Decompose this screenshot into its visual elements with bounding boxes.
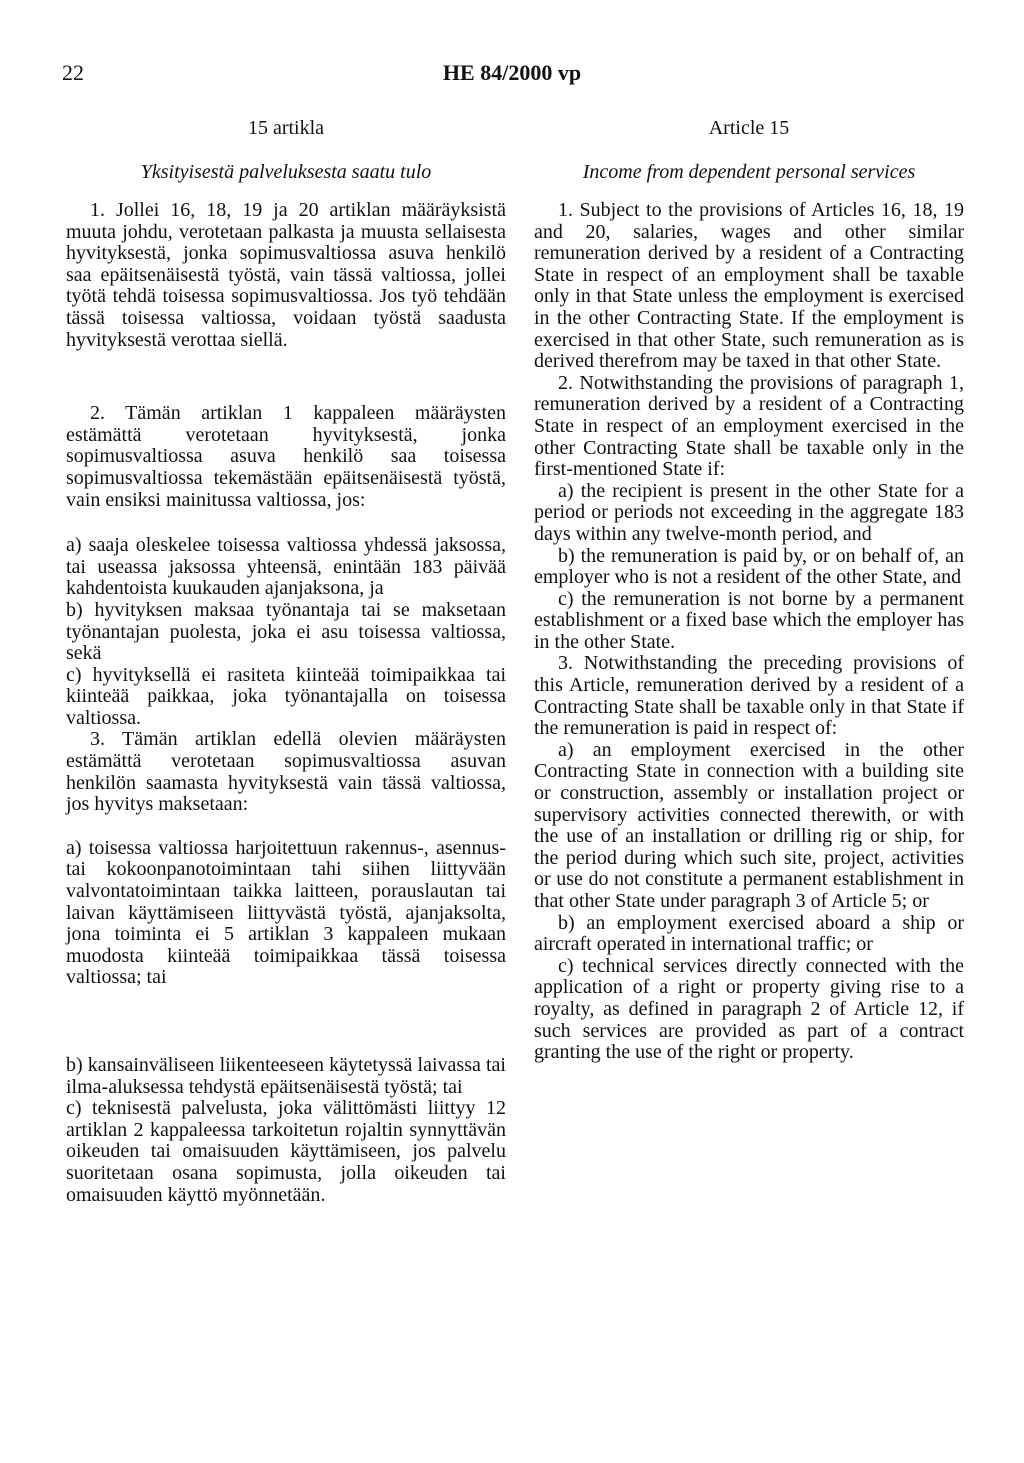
english-article-number: Article 15: [708, 117, 790, 139]
finnish-paragraph-2a: a) saaja oleskelee toisessa valtiossa yhdessä jaksossa, tai useassa jaksossa yhteensä, enintään 183 päivää kahdentoista kuukauden ajanjaksona, ja: [66, 534, 506, 600]
english-paragraph-2: 2. Notwithstanding the provisions of paragraph 1, remuneration derived by a resident of a Contracting State in respect of an employment exercised in the other Contracting State shall be taxable only in the first-mentioned State if:: [534, 371, 964, 481]
english-column: [534, 118, 964, 1064]
finnish-paragraph-2c: c) hyvityksellä ei rasiteta kiinteää toimipaikkaa tai kiinteää paikkaa, joka työnantajalla on toisessa valtiossa.: [66, 663, 506, 729]
finnish-column: [66, 118, 506, 1206]
english-paragraph-3b: b) an employment exercised aboard a ship or aircraft operated in international traffic; or: [534, 911, 964, 956]
finnish-article-title: Yksityisestä palveluksesta saatu tulo: [140, 161, 432, 183]
english-paragraph-3a: a) an employment exercised in the other Contracting State in connection with a building site or construction, assembly or installation project or supervisory activities connected therewith, or with the use of an installation or drilling rig or ship, for the period during which such site, project, activities or use do not constitute a permanent establishment in that other State under paragraph 3 of Article 5; or: [534, 738, 964, 912]
english-paragraph-2c: c) the remuneration is not borne by a permanent establishment or a fixed base which the employer has in the other State.: [534, 587, 964, 653]
document-id: HE 84/2000 vp: [442, 60, 582, 85]
finnish-paragraph-2b: b) hyvityksen maksaa työnantaja tai se maksetaan työnantajan puolesta, joka ei asu toisessa valtiossa, sekä: [66, 598, 506, 665]
english-paragraph-2a: a) the recipient is present in the other State for a period or periods not exceeding in the aggregate 183 days within any twelve-month period, and: [534, 479, 964, 545]
finnish-paragraph-2: 2. Tämän artiklan 1 kappaleen määräysten estämättä verotetaan hyvityksestä, jonka sopimusvaltiossa asuva henkilö saa toisessa sopimusvaltiossa tekemästään epäitsenäisestä työstä, vain ensiksi mainitussa valtiossa, jos:: [66, 402, 506, 511]
finnish-paragraph-3b: b) kansainväliseen liikenteeseen käytetyssä laivassa tai ilma-aluksessa tehdystä epäitsenäisestä työstä; tai: [66, 1054, 506, 1098]
english-paragraph-3: 3. Notwithstanding the preceding provisions of this Article, remuneration derived by a resident of a Contracting State shall be taxable only in that State if the remuneration is paid in respect of:: [534, 652, 964, 740]
english-paragraph-3c: c) technical services directly connected with the application of a right or property giving rise to a royalty, as defined in paragraph 2 of Article 12, if such services are provided as part of a contract granting the use of the right or property.: [534, 954, 964, 1064]
english-paragraph-2b: b) the remuneration is paid by, or on behalf of, an employer who is not a resident of the other State, and: [534, 544, 964, 589]
finnish-paragraph-3c: c) teknisestä palvelusta, joka välittömästi liittyy 12 artiklan 2 kappaleessa tarkoitetun rojaltin synnyttävän oikeuden tai omaisuuden käyttämiseen, jos palvelu suoritetaan osana sopimusta, jolla oikeuden tai omaisuuden käyttö myönnetään.: [66, 1097, 506, 1206]
english-paragraph-1: 1. Subject to the provisions of Articles 16, 18, 19 and 20, salaries, wages and other similar remuneration derived by a resident of a Contracting State in respect of an employment shall be taxable only in that State unless the employment is exercised in the other Contracting State. If the employment is exercised in that other State, such remuneration as is derived therefrom may be taxed in that other State.: [534, 199, 964, 373]
page-number: 22: [62, 60, 84, 85]
finnish-paragraph-1: 1. Jollei 16, 18, 19 ja 20 artiklan määräyksistä muuta johdu, verotetaan palkasta ja muusta sellaisesta hyvityksestä, jonka sopimusvaltiossa asuva henkilö saa epäitsenäisestä työstä, vain tässä valtiossa, jollei työtä tehdä toisessa sopimusvaltiossa. Jos työ tehdään tässä toisessa valtiossa, voidaan työstä saadusta hyvityksestä verottaa siellä.: [66, 199, 506, 351]
finnish-paragraph-3: 3. Tämän artiklan edellä olevien määräysten estämättä verotetaan sopimusvaltiossa asuvan henkilön saamasta hyvityksestä vain tässä valtiossa, jos hyvitys maksetaan:: [66, 728, 506, 816]
page-header: [0, 60, 1024, 92]
english-article-title: Income from dependent personal services: [582, 161, 916, 183]
finnish-article-number: 15 artikla: [247, 117, 325, 139]
finnish-paragraph-3a: a) toisessa valtiossa harjoitettuun rakennus-, asennus- tai kokoonpanotoimintaan tahi siihen liittyvään valvontatoimintaan taikka laitteen, porauslautan tai laivan käyttämiseen liittyvästä työstä, ajanjaksolta, jona toiminta ei 5 artiklan 3 kappaleen mukaan muodosta kiinteää toimipaikkaa tässä toisessa valtiossa; tai: [66, 836, 506, 989]
